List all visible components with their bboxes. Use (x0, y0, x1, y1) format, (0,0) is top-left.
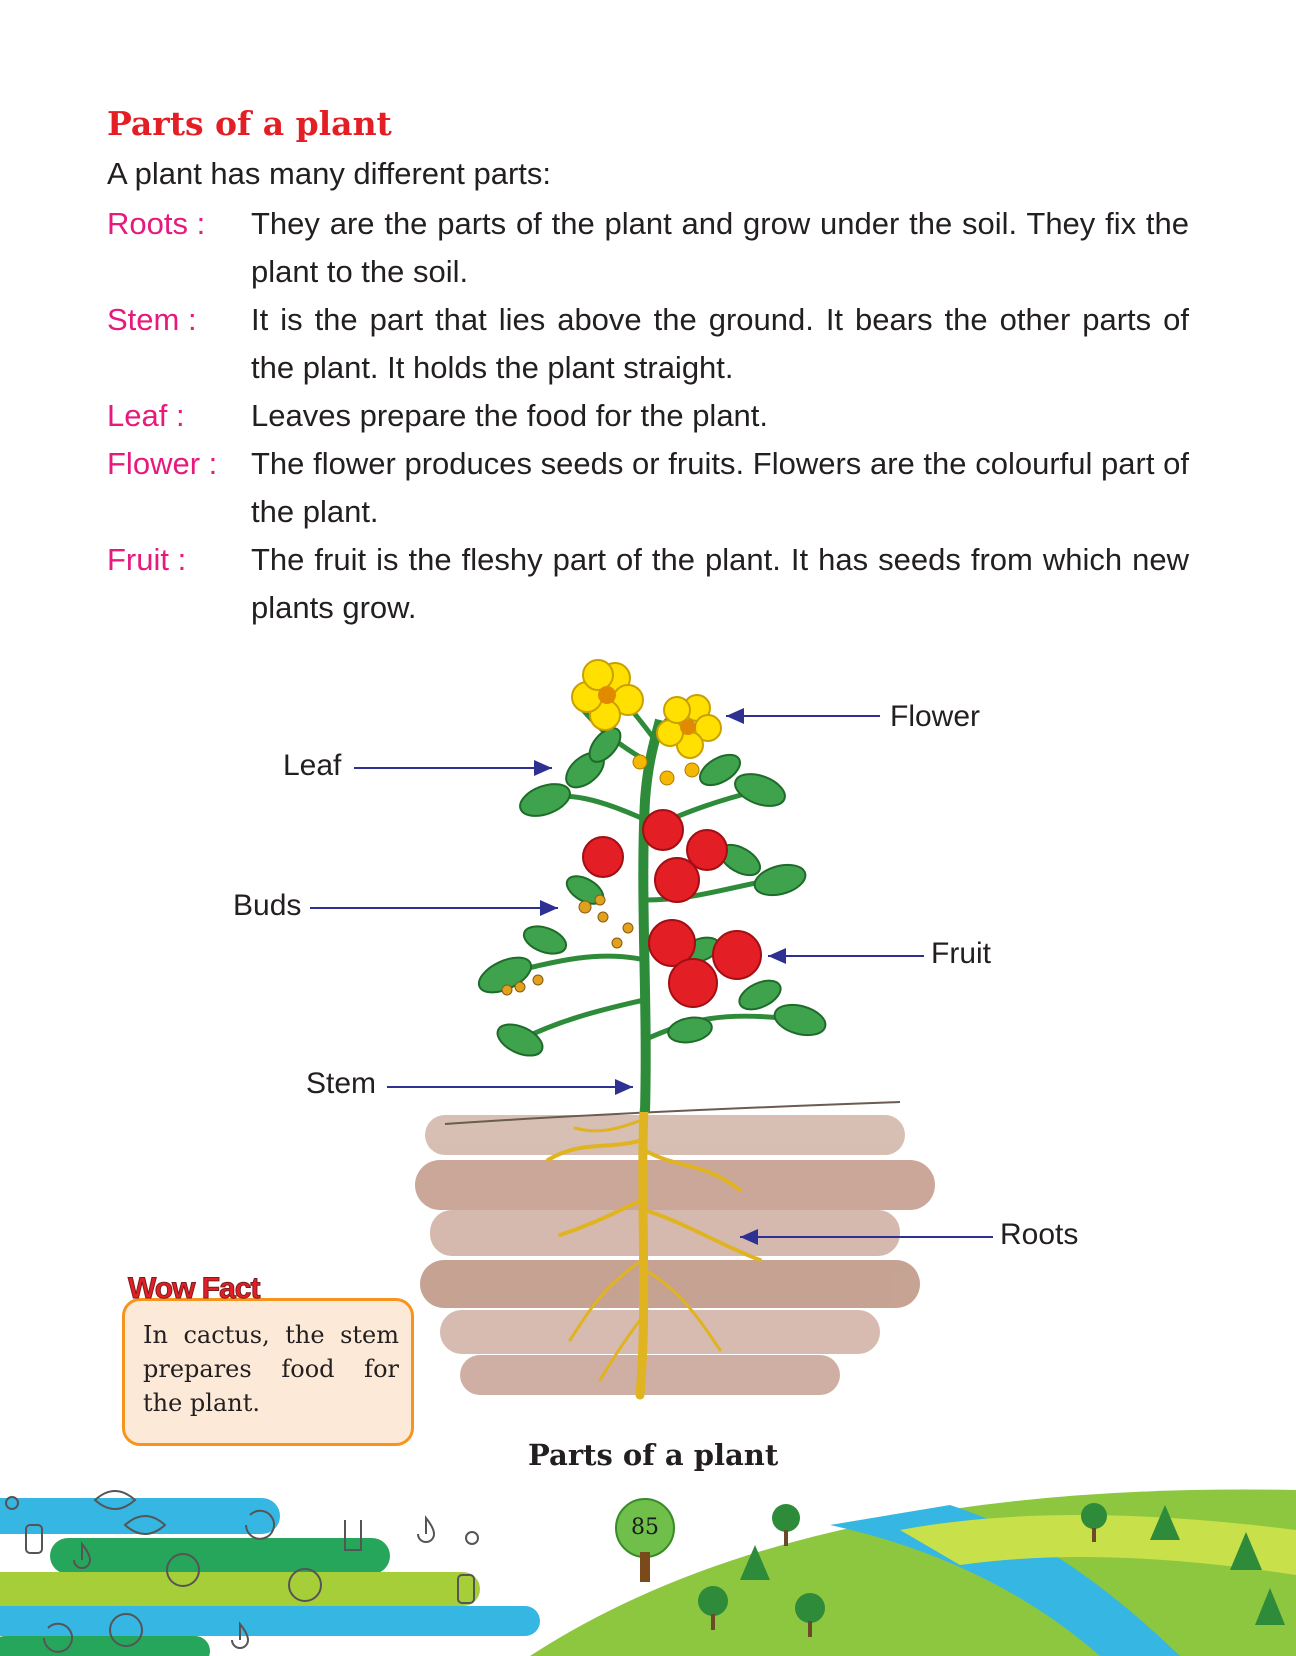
label-flower: Flower (890, 700, 981, 733)
label-arrows (310, 716, 993, 1237)
stem-illustration (643, 720, 660, 1112)
label-buds: Buds (233, 889, 302, 922)
fruits-illustration (583, 810, 761, 1007)
label-roots: Roots (1000, 1218, 1079, 1251)
wow-fact-title: Wow Fact (128, 1272, 260, 1305)
desc-roots: They are the parts of the plant and grow under the soil. They fix the plant to the soil. (251, 206, 1189, 289)
intro-text: A plant has many different parts: (107, 156, 552, 191)
diagram-caption: Parts of a plant (528, 1438, 779, 1472)
label-stem: Stem (306, 1067, 377, 1100)
label-leaf: Leaf (283, 749, 342, 782)
page-number: 85 (631, 1515, 659, 1540)
term-roots: Roots : (107, 206, 206, 241)
soil-illustration (415, 1115, 935, 1395)
desc-fruit: The fruit is the fleshy part of the plant. It has seeds from which new plants grow. (251, 542, 1189, 625)
desc-leaf: Leaves prepare the food for the plant. (251, 398, 769, 433)
desc-flower: The flower produces seeds or fruits. Flowers are the colourful part of the plant. (251, 446, 1189, 529)
wow-fact-text: In cactus, the stem prepares food for the plant. (143, 1321, 399, 1417)
term-flower: Flower : (107, 446, 218, 481)
label-fruit: Fruit (931, 937, 991, 970)
desc-stem: It is the part that lies above the ground. It bears the other parts of the plant. It holds the plant straight. (251, 302, 1189, 385)
term-fruit: Fruit : (107, 542, 187, 577)
term-leaf: Leaf : (107, 398, 185, 433)
page-title: Parts of a plant (107, 104, 392, 143)
term-stem: Stem : (107, 302, 197, 337)
